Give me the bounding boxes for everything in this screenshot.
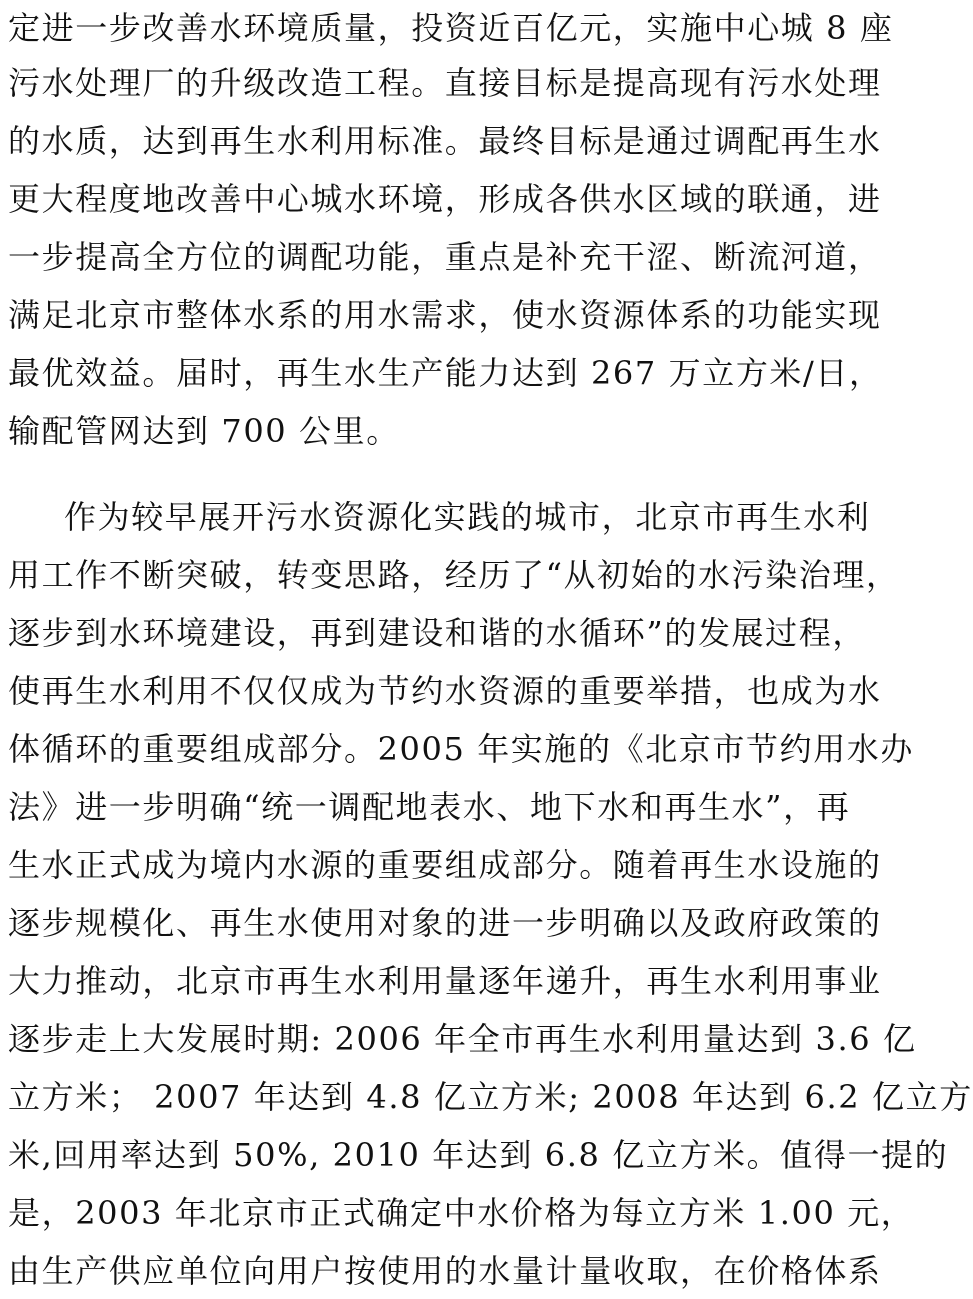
text-line: 由生产供应单位向用户按使用的水量计量收取，在价格体系 [8, 1252, 882, 1290]
text-line: 逐步走上大发展时期: 2006 年全市再生水利用量达到 3.6 亿 [8, 1020, 917, 1058]
text-line: 逐步规模化、再生水使用对象的进一步明确以及政府政策的 [8, 904, 882, 942]
text-line: 使再生水利用不仅仅成为节约水资源的重要举措，也成为水 [8, 672, 882, 710]
text-line: 立方米； 2007 年达到 4.8 亿立方米; 2008 年达到 6.2 亿立方 [8, 1078, 973, 1116]
text-line: 的水质，达到再生水利用标准。最终目标是通过调配再生水 [8, 122, 882, 160]
text-line: 最优效益。届时，再生水生产能力达到 267 万立方米/日， [8, 354, 883, 392]
text-line: 是，2003 年北京市正式确定中水价格为每立方米 1.00 元， [8, 1194, 915, 1232]
paragraph-first-line: 作为较早展开污水资源化实践的城市，北京市再生水利 [64, 498, 871, 536]
text-line: 法》进一步明确“统一调配地表水、地下水和再生水”，再 [8, 788, 851, 826]
text-line: 输配管网达到 700 公里。 [8, 412, 400, 450]
text-line: 满足北京市整体水系的用水需求，使水资源体系的功能实现 [8, 296, 882, 334]
text-line: 一步提高全方位的调配功能，重点是补充干涩、断流河道， [8, 238, 882, 276]
text-line: 米,回用率达到 50%, 2010 年达到 6.8 亿立方米。值得一提的 [8, 1136, 949, 1174]
text-line: 体循环的重要组成部分。2005 年实施的《北京市节约用水办 [8, 730, 915, 768]
text-line: 大力推动，北京市再生水利用量逐年递升，再生水利用事业 [8, 962, 882, 1000]
text-line: 逐步到水环境建设，再到建设和谐的水循环”的发展过程， [8, 614, 866, 652]
text-line: 生水正式成为境内水源的重要组成部分。随着再生水设施的 [8, 846, 882, 884]
text-line: 更大程度地改善中心城水环境，形成各供水区域的联通，进 [8, 180, 882, 218]
text-line: 污水处理厂的升级改造工程。直接目标是提高现有污水处理 [8, 64, 882, 102]
text-line: 用工作不断突破，转变思路，经历了“从初始的水污染治理， [8, 556, 900, 594]
text-line: 定进一步改善水环境质量，投资近百亿元，实施中心城 8 座 [8, 9, 894, 47]
